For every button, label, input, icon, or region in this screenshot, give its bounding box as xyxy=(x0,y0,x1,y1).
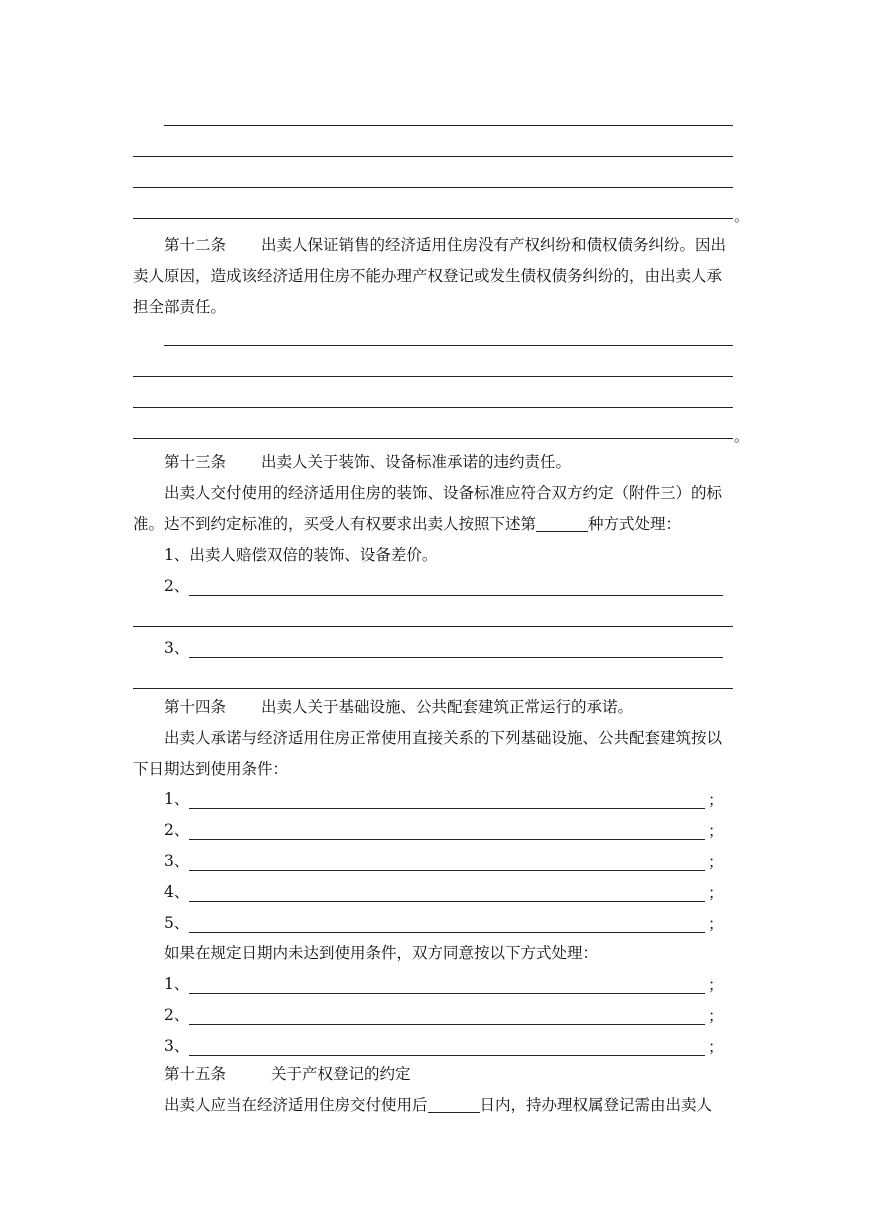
fill-line xyxy=(133,354,733,380)
fill-line xyxy=(133,666,733,692)
list-item xyxy=(133,971,733,997)
article-14-heading-line xyxy=(133,694,733,720)
fill-line xyxy=(133,604,733,630)
article-14-para-1 xyxy=(133,725,733,751)
period-mark: 。 xyxy=(734,427,750,445)
semicolon-mark: ； xyxy=(708,1007,724,1025)
blank-field xyxy=(536,517,588,532)
fill-line xyxy=(133,103,733,129)
article-13-option-1 xyxy=(133,542,733,568)
item-number: 2、 xyxy=(164,821,190,839)
semicolon-mark: ； xyxy=(708,884,724,902)
article-15-heading-line xyxy=(133,1061,733,1087)
item-number: 4、 xyxy=(164,883,190,901)
article-13-title: 出卖人关于装饰、设备标准承诺的违约责任。 xyxy=(261,453,572,471)
article-15-text: 日内，持办理权属登记需由出卖人 xyxy=(479,1096,713,1114)
semicolon-mark: ； xyxy=(708,976,724,994)
article-15-text: 出卖人应当在经济适用住房交付使用后 xyxy=(164,1096,428,1114)
semicolon-mark: ； xyxy=(708,915,724,933)
article-14-text: 下日期达到使用条件： xyxy=(133,760,289,778)
option-number: 2、 xyxy=(164,577,190,595)
fill-line xyxy=(133,416,750,445)
period-mark: 。 xyxy=(734,207,750,225)
option-number: 3、 xyxy=(164,639,190,657)
fill-line xyxy=(133,323,733,349)
article-13-para-2 xyxy=(133,511,733,537)
list-item xyxy=(133,1033,733,1059)
fill-line xyxy=(133,385,733,411)
fill-line xyxy=(133,196,750,225)
article-13-text: 种方式处理： xyxy=(588,515,682,533)
article-13-heading: 第十三条 xyxy=(164,453,227,471)
list-item xyxy=(133,910,733,936)
article-13-para-1 xyxy=(133,480,733,506)
fill-line xyxy=(133,134,733,160)
article-12-text: 担全部责任。 xyxy=(133,298,227,316)
item-number: 3、 xyxy=(164,852,190,870)
semicolon-mark: ； xyxy=(708,791,724,809)
list-item xyxy=(133,786,733,812)
article-14-heading: 第十四条 xyxy=(164,698,227,716)
blank-field xyxy=(428,1098,480,1113)
article-12-text: 出卖人保证销售的经济适用住房没有产权纠纷和债权债务纠纷。因出 xyxy=(261,236,727,254)
list-item xyxy=(133,1002,733,1028)
item-number: 2、 xyxy=(164,1006,190,1024)
article-14-text: 出卖人承诺与经济适用住房正常使用直接关系的下列基础设施、公共配套建筑按以 xyxy=(164,729,723,747)
article-14-text: 如果在规定日期内未达到使用条件，双方同意按以下方式处理： xyxy=(164,944,599,962)
article-14-title: 出卖人关于基础设施、公共配套建筑正常运行的承诺。 xyxy=(261,698,634,716)
list-item xyxy=(133,879,733,905)
item-number: 1、 xyxy=(164,790,190,808)
article-13-option-2 xyxy=(133,573,733,599)
article-13-text: 准。达不到约定标准的，买受人有权要求出卖人按照下述第 xyxy=(133,515,537,533)
item-number: 3、 xyxy=(164,1037,190,1055)
article-13-heading-line xyxy=(133,449,733,475)
item-number: 1、 xyxy=(164,975,190,993)
option-text: 1、出卖人赔偿双倍的装饰、设备差价。 xyxy=(164,546,438,564)
item-number: 5、 xyxy=(164,914,190,932)
article-14-para-2 xyxy=(133,756,733,782)
article-13-option-3 xyxy=(133,635,733,661)
article-15-title: 关于产权登记的约定 xyxy=(271,1065,411,1083)
article-12-line-2 xyxy=(133,263,733,289)
article-12-heading: 第十二条 xyxy=(164,236,227,254)
article-12-text: 卖人原因，造成该经济适用住房不能办理产权登记或发生债权债务纠纷的，由出卖人承 xyxy=(133,267,723,285)
semicolon-mark: ； xyxy=(708,1038,724,1056)
article-13-text: 出卖人交付使用的经济适用住房的装饰、设备标准应符合双方约定（附件三）的标 xyxy=(164,484,723,502)
article-15-heading: 第十五条 xyxy=(164,1065,227,1083)
article-14-para-3 xyxy=(133,940,733,966)
article-15-para-1 xyxy=(133,1092,733,1118)
semicolon-mark: ； xyxy=(708,822,724,840)
list-item xyxy=(133,848,733,874)
article-12-heading-line xyxy=(133,232,733,258)
fill-line xyxy=(133,165,733,191)
article-12-line-3 xyxy=(133,294,733,320)
list-item xyxy=(133,817,733,843)
semicolon-mark: ； xyxy=(708,853,724,871)
